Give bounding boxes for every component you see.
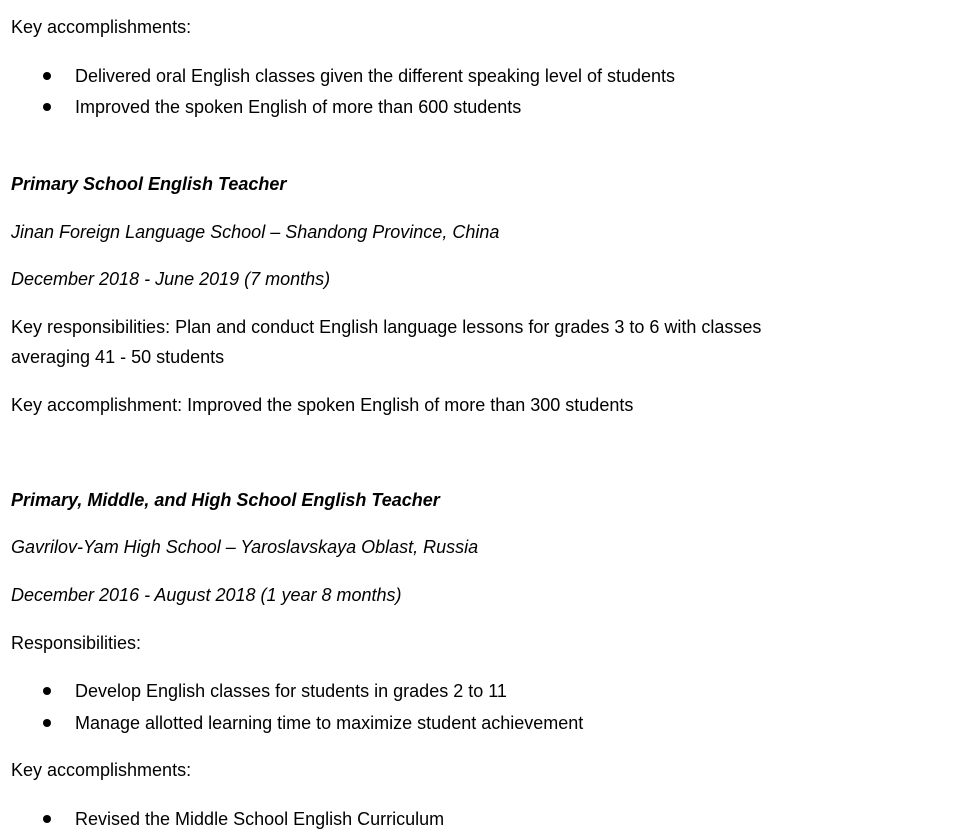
list-item-text: Manage allotted learning time to maximize student achievement xyxy=(75,713,584,733)
accomplishment-text: Key accomplishment: Improved the spoken English of more than 300 students xyxy=(11,395,634,415)
responsibilities-text-continued: averaging 41 - 50 students xyxy=(11,347,225,367)
job-title: Primary School English Teacher xyxy=(11,174,287,194)
list-item xyxy=(0,680,900,702)
list-item xyxy=(0,65,900,87)
responsibilities-heading: Responsibilities: xyxy=(11,633,142,653)
list-item-text: Develop English classes for students in grades 2 to 11 xyxy=(75,681,507,701)
key-accomplishments-heading: Key accomplishments: xyxy=(11,760,192,780)
employment-dates: December 2016 - August 2018 (1 year 8 months) xyxy=(11,585,402,605)
employer: Jinan Foreign Language School – Shandong Province, China xyxy=(11,222,500,242)
bullet-icon xyxy=(43,815,51,823)
list-item-text: Improved the spoken English of more than 600 students xyxy=(75,97,522,117)
employer: Gavrilov-Yam High School – Yaroslavskaya Oblast, Russia xyxy=(11,537,479,557)
list-item xyxy=(0,808,900,830)
job-title: Primary, Middle, and High School English Teacher xyxy=(11,490,440,510)
responsibilities-text: Key responsibilities: Plan and conduct English language lessons for grades 3 to 6 with classes xyxy=(11,317,762,337)
list-item xyxy=(0,96,900,118)
list-item-text: Revised the Middle School English Curriculum xyxy=(75,809,445,829)
list-item xyxy=(0,712,900,734)
employment-dates: December 2018 - June 2019 (7 months) xyxy=(11,269,331,289)
bullet-icon xyxy=(43,687,51,695)
list-item-text: Delivered oral English classes given the different speaking level of students xyxy=(75,66,676,86)
key-accomplishments-heading: Key accomplishments: xyxy=(11,17,192,37)
bullet-icon xyxy=(43,719,51,727)
bullet-icon xyxy=(43,72,51,80)
bullet-icon xyxy=(43,103,51,111)
